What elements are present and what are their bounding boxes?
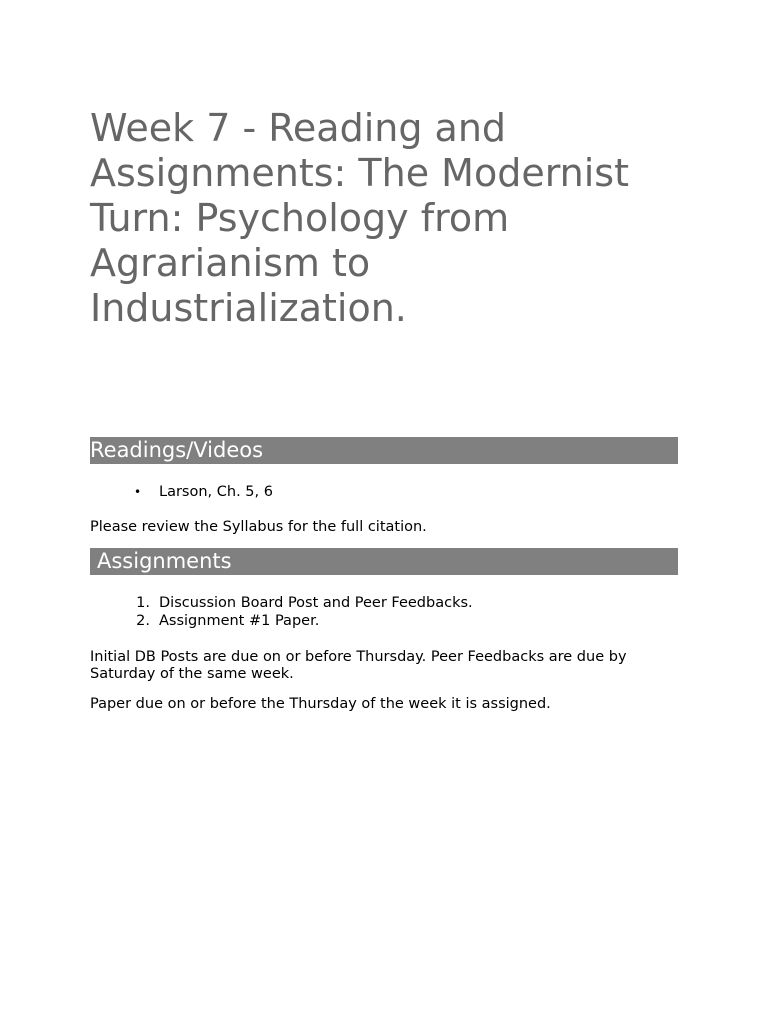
assignments-section-heading <box>90 548 678 575</box>
assignment-item-text: Assignment #1 Paper. <box>159 613 320 629</box>
readings-section-heading <box>90 437 678 464</box>
page-title: Week 7 - Reading and Assignments: The Modernist Turn: Psychology from Agrarianism to Industrialization. <box>90 106 629 330</box>
db-posts-due-note: Initial DB Posts are due on or before Thursday. Peer Feedbacks are due by Saturday of the same week. <box>90 649 627 682</box>
list-item <box>0 594 768 612</box>
assignments-heading-label: Assignments <box>97 549 232 573</box>
list-number: 2. <box>136 613 150 629</box>
list-number: 1. <box>136 595 150 611</box>
readings-heading-label: Readings/Videos <box>90 438 264 462</box>
assignment-item-text: Discussion Board Post and Peer Feedbacks. <box>159 595 473 611</box>
list-item <box>0 612 768 630</box>
paper-due-note: Paper due on or before the Thursday of the week it is assigned. <box>90 696 551 712</box>
syllabus-note: Please review the Syllabus for the full citation. <box>90 519 427 535</box>
list-item <box>0 483 768 501</box>
reading-item-text: Larson, Ch. 5, 6 <box>159 484 273 500</box>
bullet-marker: • <box>134 485 142 499</box>
